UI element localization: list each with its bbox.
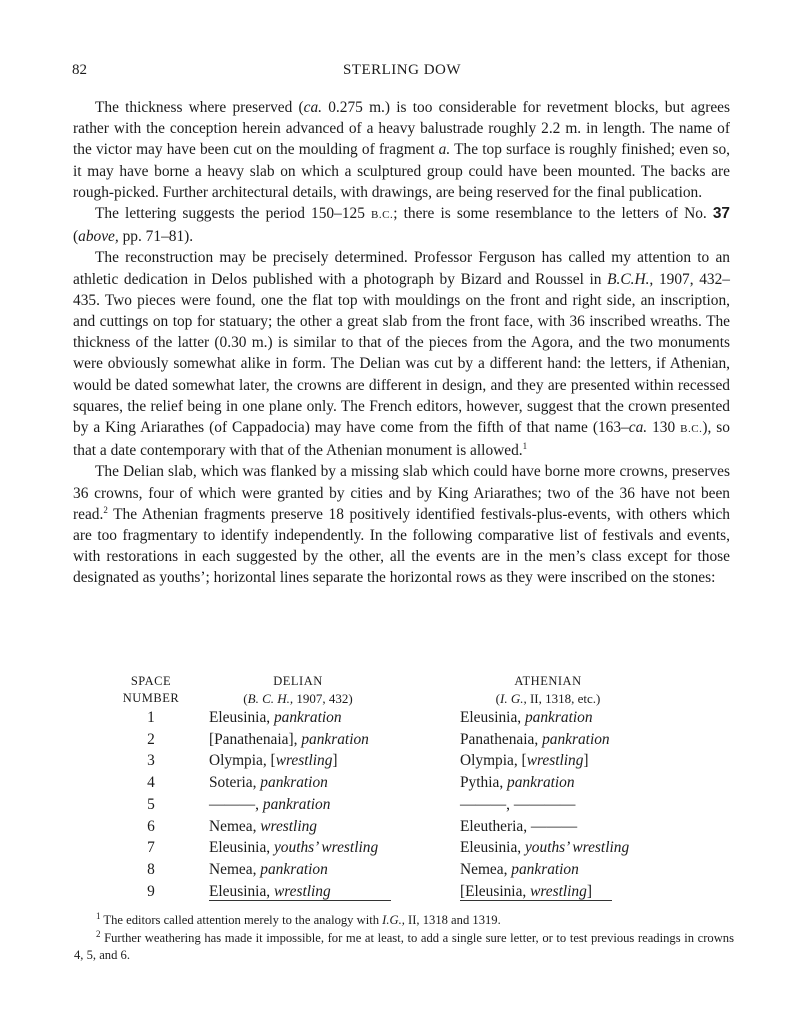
table-row — [0, 772, 801, 793]
space-number-header: SPACE NUMBER — [122, 674, 180, 705]
space-number: 6 — [147, 817, 155, 835]
space-number: 5 — [147, 795, 155, 813]
table-row — [0, 794, 801, 815]
delian-bottom-rule — [209, 900, 391, 901]
athenian-entry: Eleusinia, youths’ wrestling — [460, 839, 630, 857]
athenian-entry: Eleutheria, ——— — [460, 817, 578, 835]
space-number: 7 — [147, 839, 155, 857]
delian-entry: Eleusinia, youths’ wrestling — [209, 839, 379, 857]
footnote-2: $^2$ Further weathering has made it impossible, for me at least, to add a single sure letter, or to test previous readings in crowns 4, 5, and 6. — [74, 928, 734, 962]
athenian-entry: ———, ———— — [460, 795, 576, 813]
athenian-entry: Nemea, pankration — [460, 860, 579, 878]
delian-entry: Soteria, pankration — [209, 774, 328, 792]
paragraph-4: The Delian slab, which was flanked by a missing slab which could have borne more crowns, preserves 36 crowns, four of which were granted by cities and by King Ariarathes; two of the 36 have not been read.$^2$ The Athenian fragments preserve 18 positively identified festivals-plus-events, with others which are too fragmentary to identify independently. In the following comparative list of festivals and events, with restorations in each suggested by the other, all the events are in the men’s class except for those designated as youths’; horizontal lines separate the horizontal rows as they were inscribed on the stones: — [73, 463, 730, 587]
delian-entry: Eleusinia, wrestling — [209, 882, 331, 900]
delian-header: DELIAN — [273, 674, 323, 688]
delian-entry: Eleusinia, pankration — [209, 709, 342, 726]
athenian-entry: Eleusinia, pankration — [460, 709, 593, 726]
delian-entry: Olympia, [wrestling] — [209, 752, 338, 770]
athenian-entry: Pythia, pankration — [460, 774, 575, 792]
paragraph-1: The thickness where preserved (ca. 0.275 m.) is too considerable for revetment blocks, but agrees rather with the conception herein advanced of a heavy balustrade roughly 2.2 m. in length. The name of the victor may have been cut on the moulding of fragment a. The top surface is roughly finished; even so, it may have borne a heavy slab on which a sculptured group could have been mounted. The backs are rough-picked. Further architectural details, with drawings, are being reserved for the final publication. — [73, 99, 730, 201]
table-row — [0, 750, 801, 771]
space-number: 4 — [147, 774, 155, 792]
space-number: 2 — [147, 730, 155, 748]
delian-entry: Nemea, wrestling — [209, 817, 318, 835]
athenian-entry: [Eleusinia, wrestling] — [460, 882, 592, 900]
footnote-ref-2: 2 — [103, 504, 108, 515]
table-row — [0, 707, 801, 728]
table-row — [0, 881, 801, 902]
space-number: 1 — [147, 709, 155, 726]
delian-source: (B. C. H., 1907, 432) — [243, 691, 353, 706]
footnote-1: $^1$ The editors called attention merely to the analogy with I.G., II, 1318 and 1319. — [96, 910, 501, 927]
footnote-ref-1: 1 — [522, 441, 528, 452]
space-number: 8 — [147, 860, 155, 878]
paragraph-3: The reconstruction may be precisely determined. Professor Ferguson has called my attention to an athletic dedication in Delos published with a photograph by Bizard and Roussel in B.C.H., 1907, 432–435. Two pieces were found, one the flat top with mouldings on the front and right side, an inscription, and cuttings on top for statuary; the other a great slab from the front face, with 36 inscribed wreaths. The thickness of the latter (0.30 m.) is similar to that of the pieces from the Agora, and the two monuments were obviously somewhat alike in form. The Delian was cut by a different hand: the letters, if Athenian, would be dated somewhat later, the crowns are different in design, and they are presented within recessed squares, the relief being in one plane only. The French editors, however, suggest that the crown presented by a King Ariarathes (of Cappadocia) may have come from the fifth of that name (163–ca. 130 B.C.), so that a date contemporary with that of the Athenian monument is allowed.$^1$ — [73, 249, 730, 460]
space-number: 9 — [147, 882, 155, 900]
delian-entry: ———, pankration — [209, 795, 331, 813]
page-number: 82 — [72, 62, 87, 78]
inscription-number: 37 — [712, 205, 730, 223]
table-row — [0, 729, 801, 750]
athenian-source: (I. G., II, 1318, etc.) — [495, 691, 601, 706]
page-header — [72, 62, 732, 84]
table-row — [0, 816, 801, 837]
athenian-header: ATHENIAN — [514, 674, 582, 688]
table-row — [0, 837, 801, 858]
body-text — [73, 97, 730, 589]
delian-entry: [Panathenaia], pankration — [209, 730, 369, 748]
running-head: STERLING DOW — [342, 62, 462, 78]
athenian-entry: Olympia, [wrestling] — [460, 752, 589, 770]
paragraph-2: The lettering suggests the period 150–125 B.C.; there is some resemblance to the letters of No. 37 (above, pp. 71–81). — [73, 205, 730, 246]
athenian-bottom-rule — [460, 900, 612, 901]
table-row — [0, 859, 801, 880]
delian-entry: Nemea, pankration — [209, 860, 328, 878]
athenian-entry: Panathenaia, pankration — [460, 730, 610, 748]
space-number: 3 — [147, 752, 155, 770]
